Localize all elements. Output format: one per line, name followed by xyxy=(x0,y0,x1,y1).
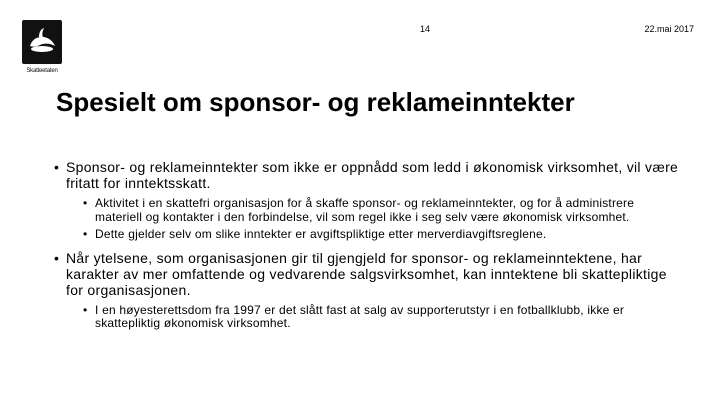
skatteetaten-logo xyxy=(20,20,64,78)
bullet-icon: • xyxy=(83,302,88,317)
bullet-item xyxy=(50,159,680,242)
sub-bullet-item xyxy=(83,197,680,224)
skatteetaten-logo-icon xyxy=(22,20,62,64)
slide-date: 22.mai 2017 xyxy=(644,24,694,34)
sub-bullet-list xyxy=(83,304,680,331)
sub-bullet-item xyxy=(83,304,680,331)
logo-text: Skatteetaten xyxy=(26,68,58,74)
bullet-icon: • xyxy=(54,249,60,266)
sub-bullet-text: Aktivitet i en skattefri organisasjon for å skaffe sponsor- og reklameinntekter, og for å administrere materiell og kontakter i den forbindelse, vil som regel ikke i seg selv være økonomisk virksomhet. xyxy=(95,196,635,224)
sub-bullet-text: I en høyesterettsdom fra 1997 er det slått fast at salg av supporterutstyr i en fotballklubb, ikke er skattepliktig økonomisk virksomhet. xyxy=(95,302,625,330)
bullet-text: Sponsor- og reklameinntekter som ikke er oppnådd som ledd i økonomisk virksomhet, vil være fritatt for inntektsskatt. xyxy=(66,159,679,191)
sub-bullet-text: Dette gjelder selv om slike inntekter er avgiftspliktige etter merverdiavgiftsreglene. xyxy=(95,227,547,241)
bullet-text: Når ytelsene, som organisasjonen gir til gjengjeld for sponsor- og reklameinntektene, har karakter av mer omfattende og vedvarende salgsvirksomhet, kan inntektene bli skattepliktige for organisasjonen. xyxy=(66,249,667,298)
slide-content xyxy=(50,159,680,331)
bullet-list xyxy=(50,159,680,331)
sub-bullet-list xyxy=(83,197,680,242)
sub-bullet-item xyxy=(83,228,680,242)
slide-title: Spesielt om sponsor- og reklameinntekter xyxy=(56,87,575,117)
bullet-icon: • xyxy=(54,159,60,175)
bullet-icon: • xyxy=(83,227,88,241)
bullet-icon: • xyxy=(83,196,88,210)
bullet-item xyxy=(50,250,680,331)
page-number: 14 xyxy=(419,24,430,34)
